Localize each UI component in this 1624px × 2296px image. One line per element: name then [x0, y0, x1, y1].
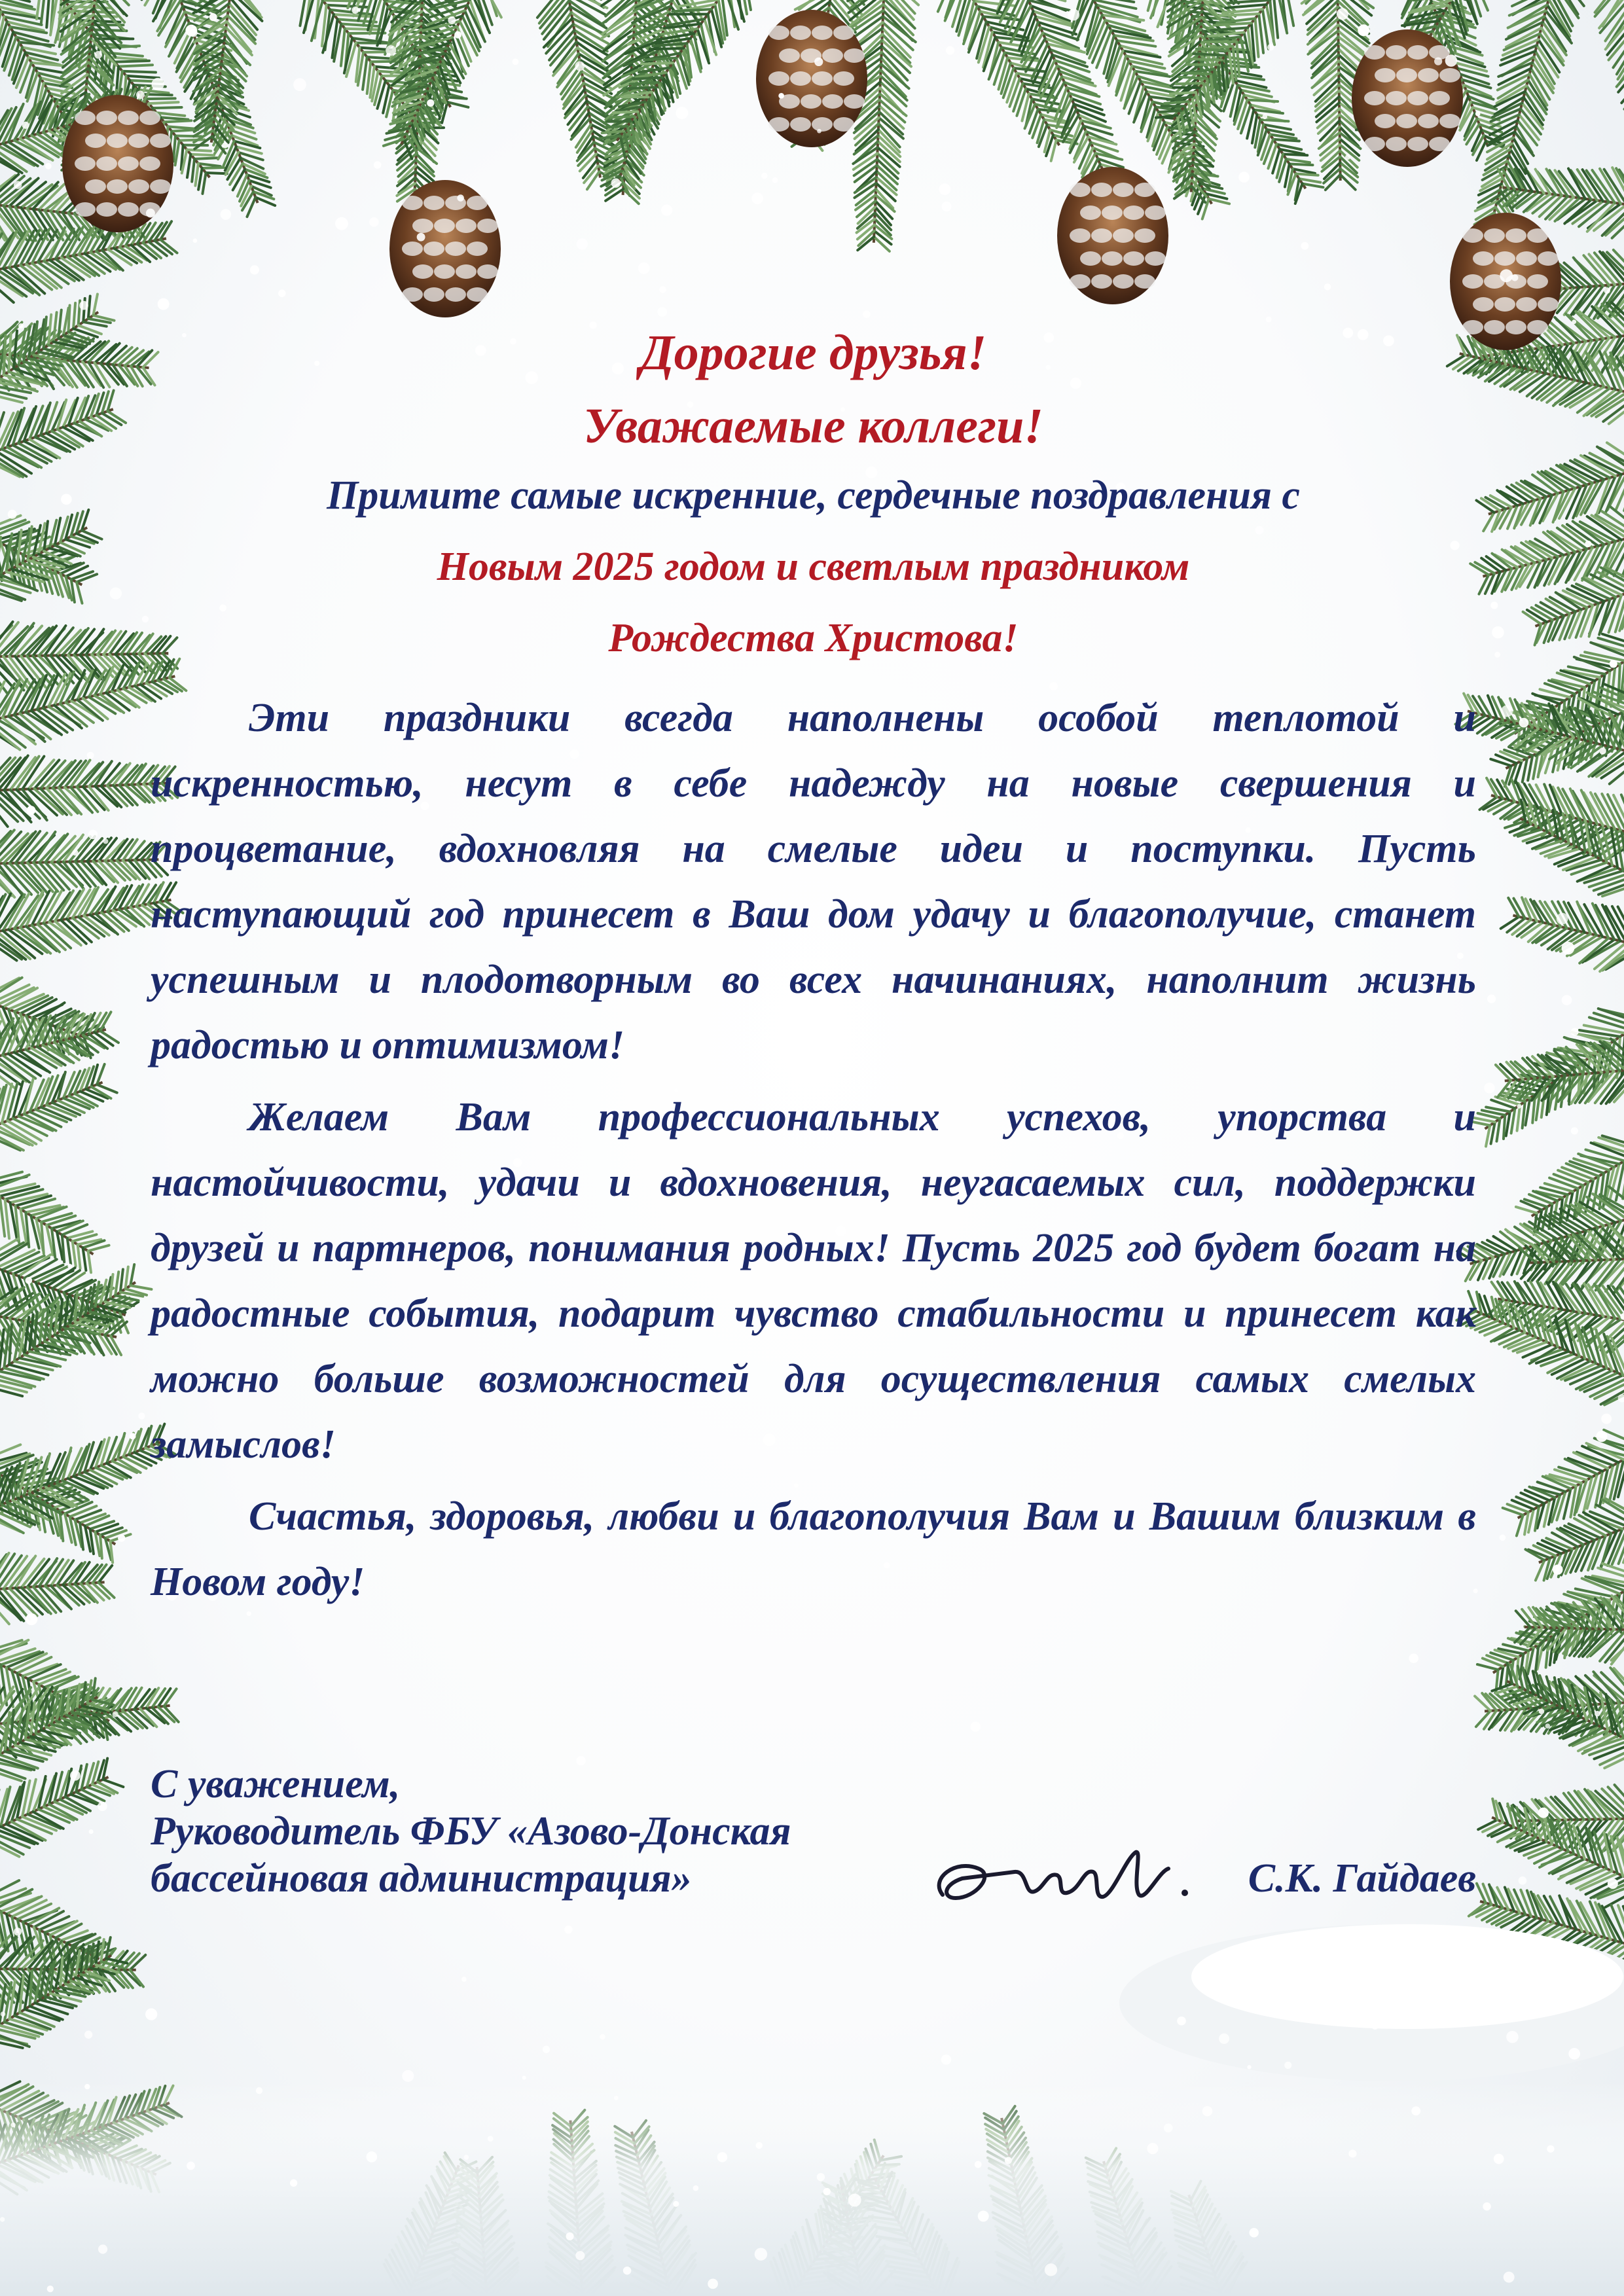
signer-name: С.К. Гайдаев — [1248, 1856, 1476, 1901]
fir-branch — [1501, 897, 1624, 971]
position-line-2: бассейновая администрация» — [151, 1856, 692, 1901]
intro-line: Примите самые искренние, сердечные поздравления с — [327, 473, 1300, 518]
holiday-line-new-year: Новым 2025 годом и светлым праздником — [437, 544, 1190, 589]
pinecone-icon — [756, 10, 867, 147]
fir-branch — [0, 391, 126, 477]
pinecone-icon — [1352, 29, 1463, 167]
paragraph-closing-wish: Счастья, здоровья, любви и благополучия Вам и Вашим близким в Новом году! — [151, 1494, 1476, 1605]
fir-branch — [848, 0, 918, 251]
fir-branch — [0, 1553, 115, 1624]
fir-branch — [0, 221, 177, 302]
pinecone-icon — [62, 95, 173, 232]
closing-phrase: С уважением, — [151, 1762, 401, 1806]
handwritten-signature — [916, 1833, 1283, 1924]
letter-body — [151, 327, 1476, 1615]
fir-branch — [1503, 1430, 1624, 1536]
greeting-colleagues: Уважаемые коллеги! — [583, 398, 1043, 454]
fir-branch — [193, 0, 262, 153]
greeting-friends: Дорогие друзья! — [640, 325, 987, 380]
holiday-line-christmas: Рождества Христова! — [608, 616, 1019, 661]
pinecone-icon — [1057, 167, 1168, 304]
fir-branch — [1492, 1663, 1624, 1768]
signature-block — [151, 1761, 1476, 1902]
position-line-1: Руководитель ФБУ «Азово-Донская — [151, 1809, 791, 1854]
paragraph-wishes: Желаем Вам профессиональных успехов, упорства и настойчивости, удачи и вдохновения, неугасаемых сил, поддержки друзей и партнеров, понимания родных! Пусть 2025 год будет богат на радостные события, подарит чувство стабильности и принесет как можно больше возможностей для осуществления самых смелых замыслов! — [151, 1095, 1476, 1467]
paragraph-holidays: Эти праздники всегда наполнены особой теплотой и искренностью, несут в себе надежду на новые свершения и процветание, вдохновляя на смелые идеи и поступки. Пусть наступающий год принесет в Ваш дом удачу и благополучие, станет успешным и плодотворным во всех начинаниях, наполнит жизнь радостью и оптимизмом! — [151, 696, 1476, 1068]
pinecone-icon — [389, 180, 501, 317]
